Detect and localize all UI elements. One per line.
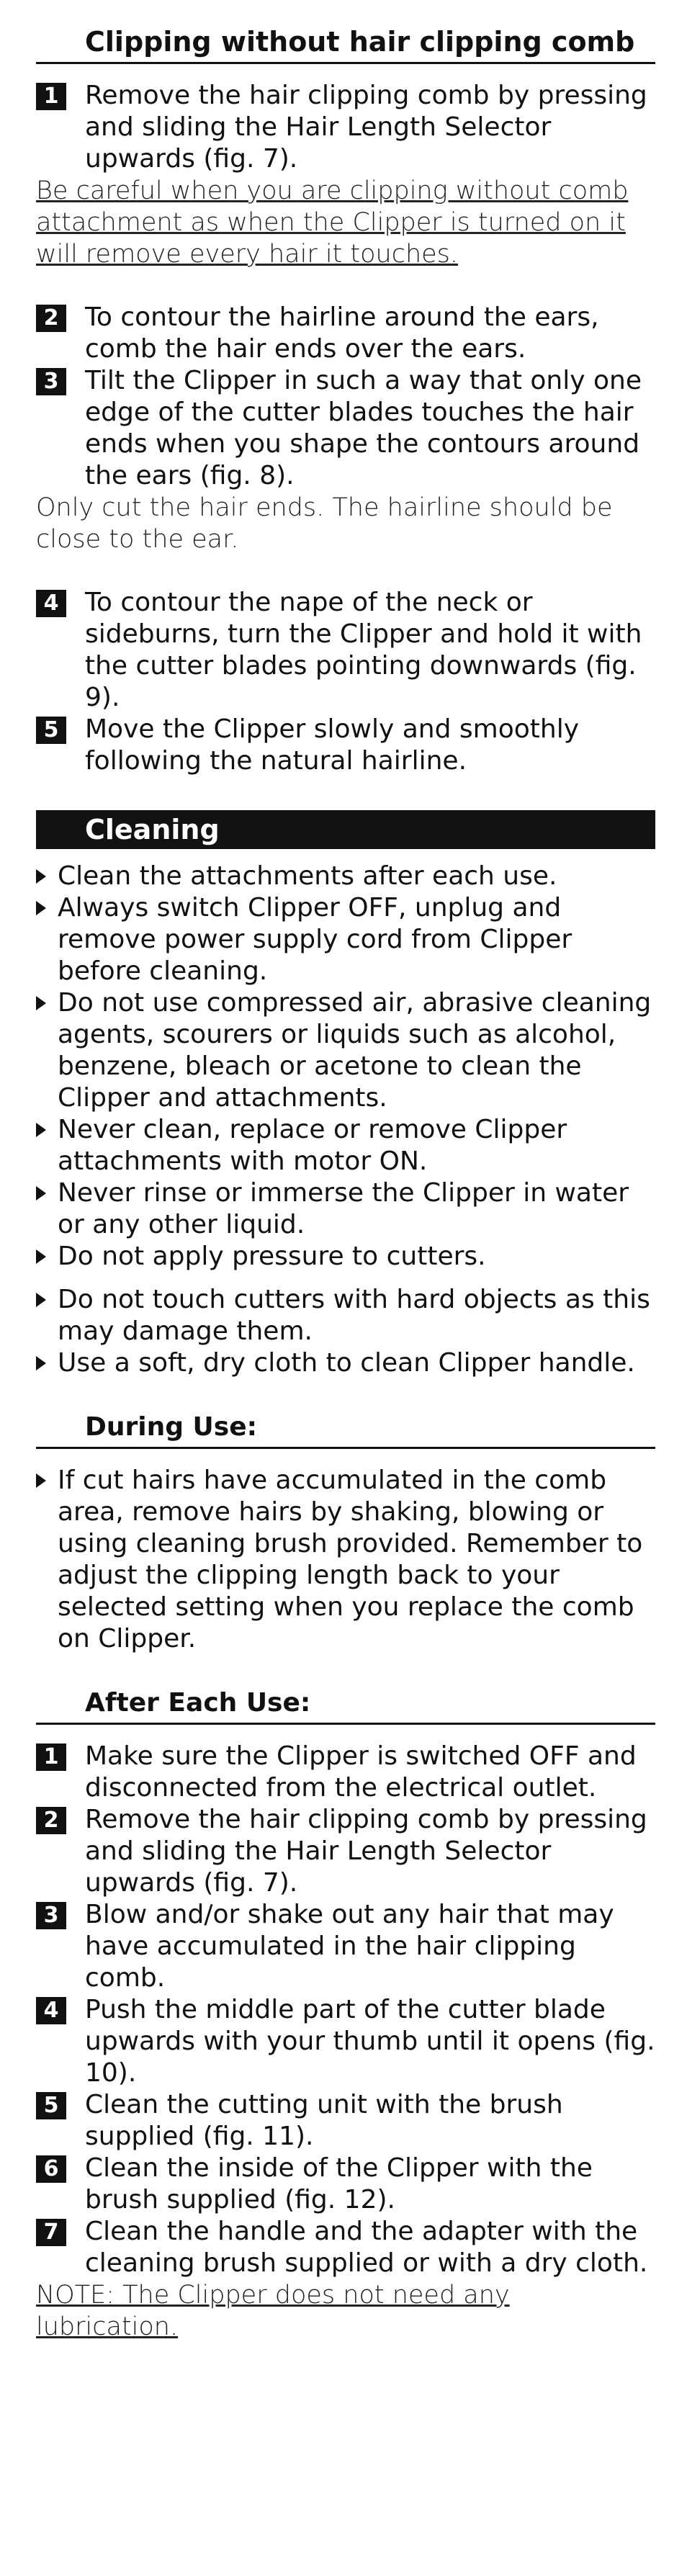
after-use-step-4: [36, 1994, 655, 2089]
after-use-step-5: [36, 2089, 655, 2153]
step-number: 5: [36, 717, 66, 744]
section-title-cleaning: Cleaning: [36, 810, 655, 849]
bullet-icon: [36, 996, 46, 1010]
step-text: To contour the nape of the neck or sideburns, turn the Clipper and hold it with the cutter blades pointing downwards (fig. 9).: [85, 588, 642, 712]
cleaning-bullet: Use a soft, dry cloth to clean Clipper handle.: [36, 1347, 655, 1379]
clipping-step-3: [36, 365, 655, 492]
cleaning-bullet: Do not use compressed air, abrasive cleaning agents, scourers or liquids such as alcohol, benzene, bleach or acetone to clean the Clipper and attachments.: [36, 987, 655, 1114]
step-number: 2: [36, 305, 66, 332]
cleaning-bullet: Do not touch cutters with hard objects as this may damage them.: [36, 1284, 655, 1347]
step-text: Remove the hair clipping comb by pressing and sliding the Hair Length Selector upwards (fig. 7).: [85, 1805, 647, 1898]
step-text: Tilt the Clipper in such a way that only one edge of the cutter blades touches the hair ends when you shape the contours around the ears (fig. 8).: [85, 366, 642, 490]
manual-page: [36, 22, 655, 2343]
after-use-step-7: [36, 2216, 655, 2279]
step-number: 4: [36, 590, 66, 617]
after-use-step-1: [36, 1741, 655, 1804]
bullet-icon: [36, 901, 46, 915]
cleaning-bullet: Never rinse or immerse the Clipper in water or any other liquid.: [36, 1177, 655, 1241]
lubrication-note: NOTE: The Clipper does not need any lubrication.: [36, 2281, 510, 2341]
step-number: 2: [36, 1807, 66, 1834]
clipping-step-5: [36, 714, 655, 777]
clipping-step-1: [36, 80, 655, 175]
step-number: 1: [36, 83, 66, 110]
step-number: 3: [36, 1902, 66, 1929]
during-use-bullet: If cut hairs have accumulated in the comb area, remove hairs by shaking, blowing or using cleaning brush provided. Remember to adjust the clipping length back to your selected setting when you replace the comb on Clipper.: [36, 1465, 655, 1655]
bullet-icon: [36, 1473, 46, 1488]
clipping-step-4: [36, 587, 655, 714]
section-title-after-use: After Each Use:: [36, 1684, 655, 1725]
section-title-during-use: During Use:: [36, 1408, 655, 1449]
cleaning-bullet: Clean the attachments after each use.: [36, 861, 655, 892]
step-3-note: Only cut the hair ends. The hairline should be close to the ear.: [36, 493, 613, 554]
after-use-step-3: [36, 1899, 655, 1994]
step-number: 3: [36, 368, 66, 395]
bullet-icon: [36, 1356, 46, 1370]
step-text: To contour the hairline around the ears, comb the hair ends over the ears.: [85, 302, 599, 364]
warning-note: Be careful when you are clipping without comb attachment as when the Clipper is turned on it will remove every hair it touches.: [36, 176, 629, 269]
step-text: Clean the inside of the Clipper with the brush supplied (fig. 12).: [85, 2153, 593, 2214]
step-text: Clean the cutting unit with the brush supplied (fig. 11).: [85, 2090, 563, 2151]
step-text: Clean the handle and the adapter with the cleaning brush supplied or with a dry cloth.: [85, 2217, 648, 2278]
bullet-icon: [36, 1186, 46, 1201]
step-text: Blow and/or shake out any hair that may have accumulated in the hair clipping comb.: [85, 1900, 614, 1993]
step-text: Remove the hair clipping comb by pressing and sliding the Hair Length Selector upwards (fig. 7).: [85, 81, 647, 174]
after-use-step-6: [36, 2153, 655, 2216]
step-number: 4: [36, 1997, 66, 2024]
cleaning-bullet: Do not apply pressure to cutters.: [36, 1241, 655, 1273]
step-number: 7: [36, 2219, 66, 2246]
cleaning-bullet: Always switch Clipper OFF, unplug and remove power supply cord from Clipper before cleaning.: [36, 892, 655, 987]
cleaning-bullet: Never clean, replace or remove Clipper attachments with motor ON.: [36, 1114, 655, 1177]
step-number: 6: [36, 2155, 66, 2183]
bullet-icon: [36, 1293, 46, 1307]
bullet-icon: [36, 1123, 46, 1137]
step-text: Make sure the Clipper is switched OFF and disconnected from the electrical outlet.: [85, 1741, 637, 1803]
after-use-step-2: [36, 1804, 655, 1899]
section-title-clipping: Clipping without hair clipping comb: [36, 22, 655, 64]
bullet-icon: [36, 1249, 46, 1264]
step-number: 1: [36, 1743, 66, 1771]
step-number: 5: [36, 2092, 66, 2119]
clipping-step-2: [36, 302, 655, 365]
step-text: Push the middle part of the cutter blade upwards with your thumb until it opens (fig. 10).: [85, 1995, 655, 2088]
bullet-icon: [36, 869, 46, 884]
step-text: Move the Clipper slowly and smoothly following the natural hairline.: [85, 714, 580, 776]
